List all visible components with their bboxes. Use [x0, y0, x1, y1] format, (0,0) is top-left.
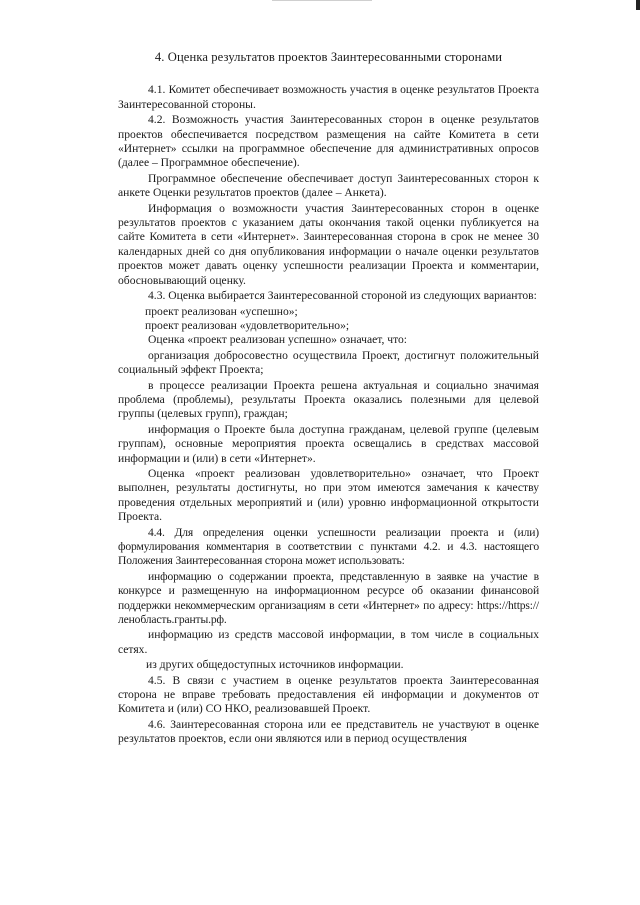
document-body	[118, 50, 539, 748]
paragraph-satisfactory-meaning: Оценка «проект реализован удовлетворительно» означает, что Проект выполнен, результаты достигнуты, но при этом имеются замечания к качеству проведения отдельных мероприятий и (или) уровню информационной открытости Проекта.	[118, 466, 539, 524]
scan-edge-mark	[636, 0, 640, 10]
paragraph-success-meaning: Оценка «проект реализован успешно» означает, что:	[148, 333, 408, 347]
paragraph-4-2: 4.2. Возможность участия Заинтересованных сторон в оценке результатов проектов обеспечивается посредством размещения на сайте Комитета в сети «Интернет» ссылки на программное обеспечение для административных опросов (далее – Программное обеспечение).	[118, 113, 539, 170]
paragraph-software-access: Программное обеспечение обеспечивает доступ Заинтересованных сторон к анкете Оценки результатов проектов (далее – Анкета).	[118, 171, 539, 200]
section-title: 4. Оценка результатов проектов Заинтересованными сторонами	[154, 50, 503, 64]
list-item-information-available: информация о Проекте была доступна гражданам, целевой группе (целевым группам), основные мероприятия проекта освещались в средствах массовой информации и (или) в сети «Интернет».	[118, 422, 539, 465]
paragraph-4-4: 4.4. Для определения оценки успешности реализации проекта и (или) формулирования комментария в соответствии с пунктами 4.2. и 4.3. настоящего Положения Заинтересованная сторона может использовать:	[118, 525, 539, 568]
paragraph-4-5: 4.5. В связи с участием в оценке результатов проекта Заинтересованная сторона не вправе требовать предоставления ей информации и документов от Комитета и (или) СО НКО, реализовавшей Проект.	[118, 673, 539, 716]
paragraph-4-1: 4.1. Комитет обеспечивает возможность участия в оценке результатов Проекта Заинтересованной стороны.	[118, 83, 539, 111]
list-item-mass-media: информацию из средств массовой информации, в том числе в социальных сетях.	[118, 628, 539, 656]
list-item-problem-solved: в процессе реализации Проекта решена актуальная и социально значимая проблема (проблемы), результаты Проекта оказались полезными для целевой группы (целевых групп), граждан;	[118, 378, 539, 421]
list-item-public-sources: из других общедоступных источников информации.	[146, 658, 404, 672]
paragraph-participation-info: Информация о возможности участия Заинтересованных сторон в оценке результатов проектов с указанием даты окончания такой оценки публикуется на сайте Комитета в сети «Интернет». Заинтересованная сторона в срок не менее 30 календарных дней со дня опубликования информации о начале оценки результатов проектов может давать оценку успешности реализации Проекта и комментарии, обосновывающий оценку.	[118, 201, 539, 287]
list-item-organization: организация добросовестно осуществила Проект, достигнут положительный социальный эффект Проекта;	[118, 348, 539, 377]
list-item-success: проект реализован «успешно»;	[145, 304, 298, 318]
list-item-satisfactory: проект реализован «удовлетворительно»;	[145, 318, 350, 332]
paragraph-4-6: 4.6. Заинтересованная сторона или ее представитель не участвуют в оценке результатов проектов, если они являются или в период осуществления	[118, 717, 539, 746]
scan-artifact-line	[272, 0, 372, 1]
paragraph-4-3: 4.3. Оценка выбирается Заинтересованной стороной из следующих вариантов:	[148, 289, 537, 303]
list-item-project-content: информацию о содержании проекта, представленную в заявке на участие в конкурсе и размещенную на информационном ресурсе об оказании финансовой поддержки некоммерческим организациям в сети «Интернет» по адресу: https://https://ленобласть.гранты.рф.	[118, 569, 539, 627]
